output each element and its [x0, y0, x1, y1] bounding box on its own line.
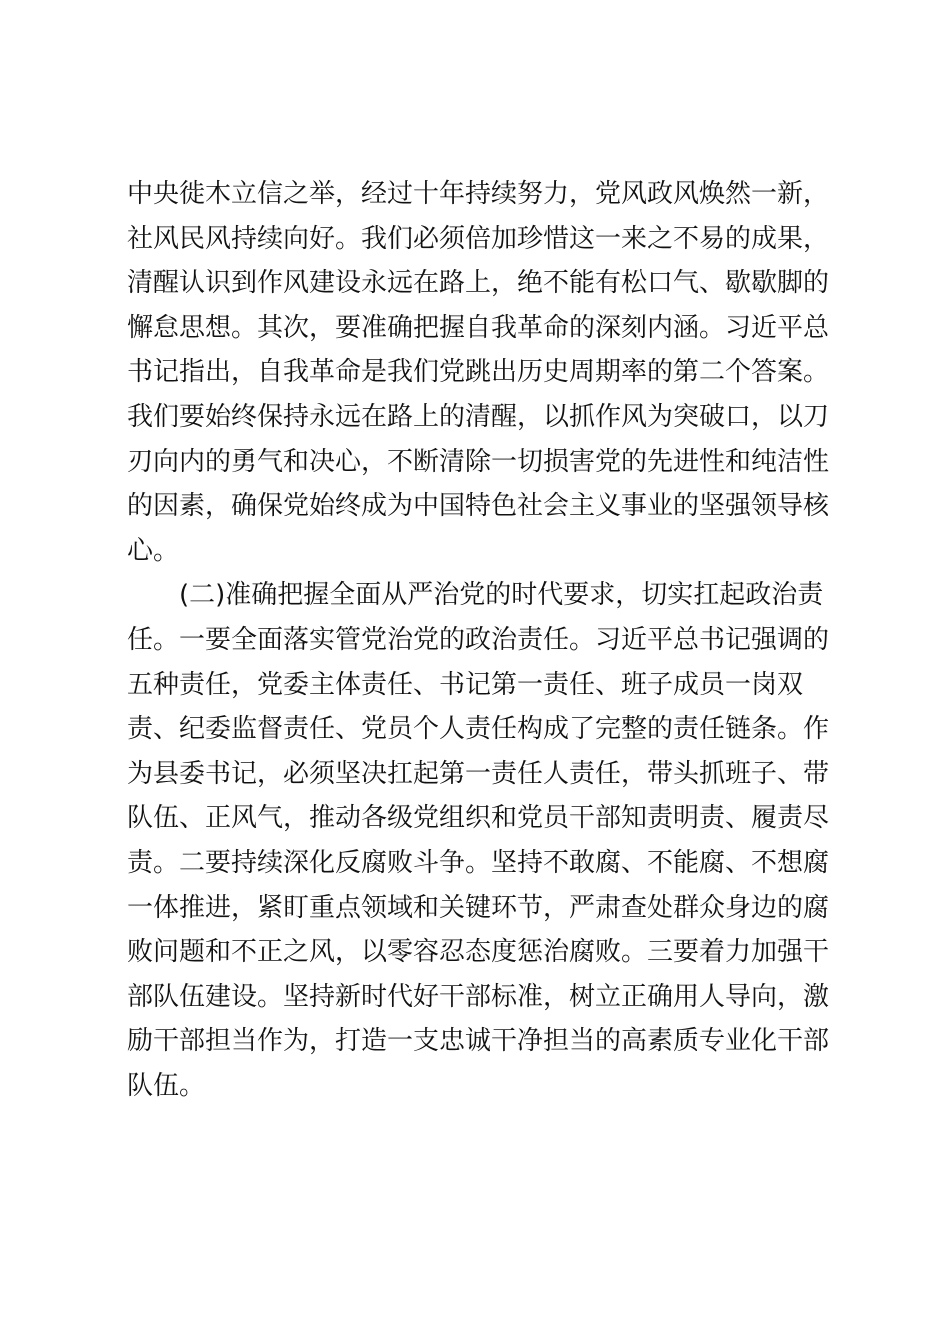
text-line: 中央徙木立信之举，经过十年持续努力，党风政风焕然一新， [127, 179, 830, 209]
text-line: (二)准确把握全面从严治党的时代要求，切实扛起政治责 [179, 580, 824, 611]
text-line: 的因素，确保党始终成为中国特色社会主义事业的坚强领导核 [127, 491, 830, 522]
text-line: 心。 [127, 535, 180, 566]
text-line: 社风民风持续向好。我们必须倍加珍惜这一来之不易的成果， [127, 223, 830, 254]
text-line: 责。二要持续深化反腐败斗争。坚持不敢腐、不能腐、不想腐 [127, 847, 830, 878]
text-line: 我们要始终保持永远在路上的清醒，以抓作风为突破口，以刀 [127, 401, 830, 432]
text-line: 责、纪委监督责任、党员个人责任构成了完整的责任链条。作 [127, 714, 830, 745]
text-line: 部队伍建设。坚持新时代好干部标准，树立正确用人导向，激 [127, 981, 830, 1012]
text-line: 懈怠思想。其次，要准确把握自我革命的深刻内涵。习近平总 [127, 312, 830, 343]
text-line: 任。一要全面落实管党治党的政治责任。习近平总书记强调的 [127, 624, 830, 655]
body-text [127, 172, 830, 1108]
text-line: 为县委书记，必须坚决扛起第一责任人责任，带头抓班子、带 [127, 758, 830, 789]
text-line: 队伍、正风气，推动各级党组织和党员干部知责明责、履责尽 [127, 803, 830, 834]
text-line: 队伍。 [127, 1070, 206, 1101]
text-line: 清醒认识到作风建设永远在路上，绝不能有松口气、歇歇脚的 [127, 268, 830, 299]
text-line: 败问题和不正之风，以零容忍态度惩治腐败。三要着力加强干 [127, 937, 830, 968]
text-line: 励干部担当作为，打造一支忠诚干净担当的高素质专业化干部 [127, 1026, 830, 1057]
text-line: 刃向内的勇气和决心，不断清除一切损害党的先进性和纯洁性 [127, 446, 830, 477]
text-line: 五种责任，党委主体责任、书记第一责任、班子成员一岗双 [127, 669, 804, 700]
text-line: 书记指出，自我革命是我们党跳出历史周期率的第二个答案。 [127, 357, 830, 388]
text-line: 一体推进，紧盯重点领域和关键环节，严肃查处群众身边的腐 [127, 892, 830, 923]
